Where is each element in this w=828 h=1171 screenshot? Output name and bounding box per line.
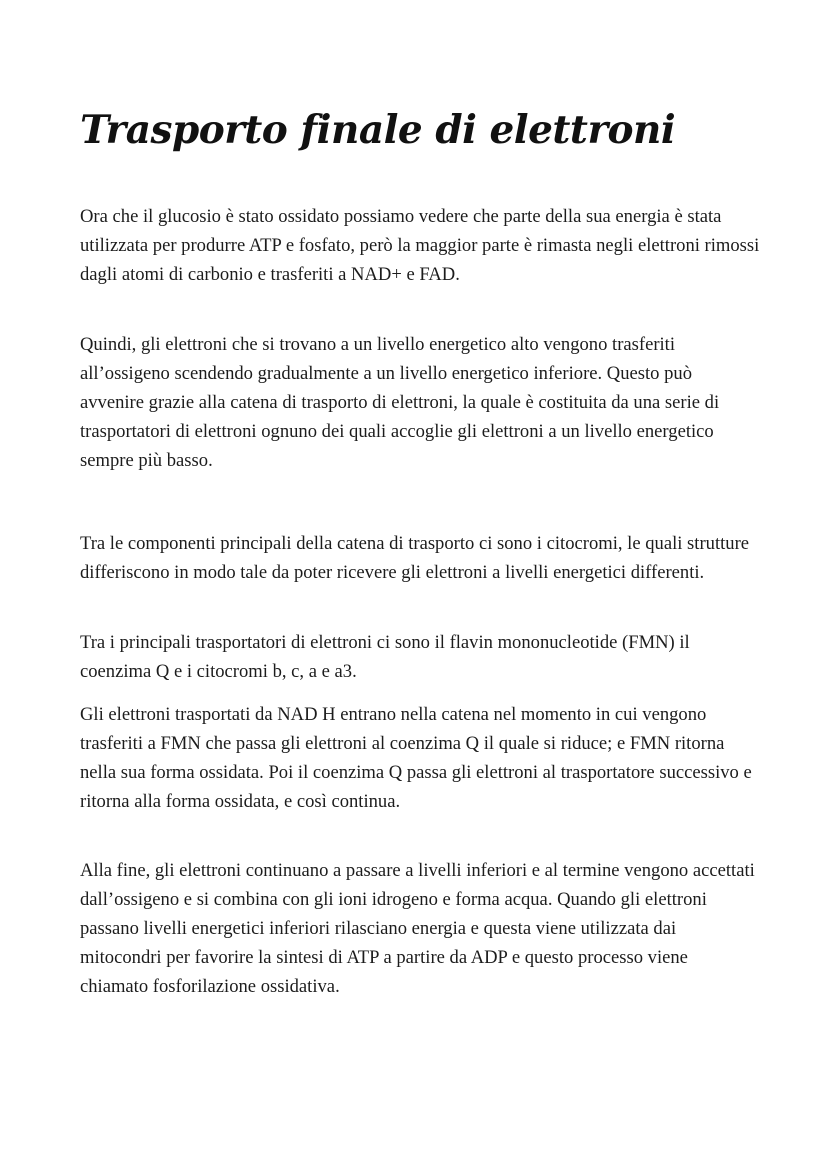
paragraph-1: Ora che il glucosio è stato ossidato possiamo vedere che parte della sua energia è stata utilizzata per produrre ATP e fosfato, però la maggior parte è rimasta negli elettroni rimossi dagli atomi di carbonio e trasferiti a NAD+ e FAD. (80, 206, 760, 285)
page-title: Trasporto finale di elettroni (80, 107, 676, 153)
paragraph-2: Quindi, gli elettroni che si trovano a un livello energetico alto vengono trasferiti all’ossigeno scendendo gradualmente a un livello energetico inferiore. Questo può avvenire grazie alla catena di trasporto di elettroni, la quale è costituita da una serie di trasportatori di elettroni ognuno dei quali accoglie gli elettroni a un livello energetico sempre più basso. (80, 334, 720, 471)
paragraph-5: Gli elettroni trasportati da NAD H entrano nella catena nel momento in cui vengono trasferiti a FMN che passa gli elettroni al coenzima Q il quale si riduce; e FMN ritorna nella sua forma ossidata. Poi il coenzima Q passa gli elettroni al trasportatore successivo e ritorna alla forma ossidata, e così continua. (80, 704, 752, 812)
paragraph-6: Alla fine, gli elettroni continuano a passare a livelli inferiori e al termine vengono accettati dall’ossigeno e si combina con gli ioni idrogeno e forma acqua. Quando gli elettroni passano livelli energetici inferiori rilasciano energia e questa viene utilizzata dai mitocondri per favorire la sintesi di ATP a partire da ADP e questo processo viene chiamato fosforilazione ossidativa. (80, 860, 755, 997)
paragraph-4: Tra i principali trasportatori di elettroni ci sono il flavin mononucleotide (FMN) il coenzima Q e i citocromi b, c, a e a3. (80, 632, 690, 682)
paragraph-3: Tra le componenti principali della catena di trasporto ci sono i citocromi, le quali strutture differiscono in modo tale da poter ricevere gli elettroni a livelli energetici differenti. (80, 533, 750, 583)
